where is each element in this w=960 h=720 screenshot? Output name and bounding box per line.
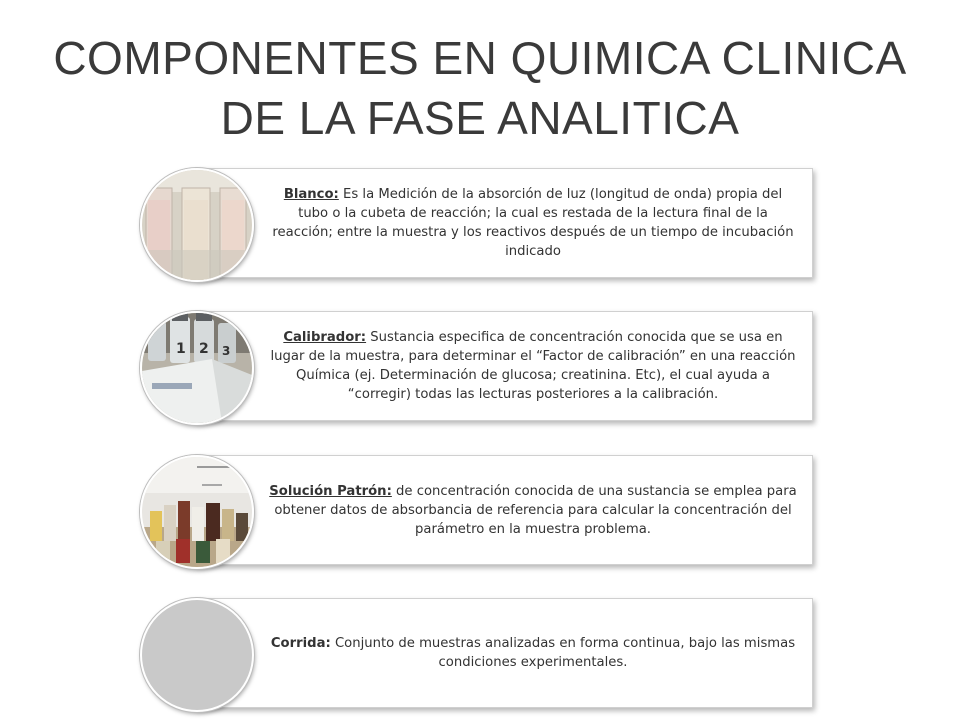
card-text [268, 482, 798, 539]
svg-text:1: 1 [176, 341, 186, 357]
term-label: Solución Patrón: [269, 483, 392, 499]
card-solucion-patron [195, 455, 813, 565]
card-text [268, 634, 798, 672]
svg-text:2: 2 [199, 341, 209, 357]
term-definition: Es la Medición de la absorción de luz (longitud de onda) propia del tubo o la cubeta de reacción; la cual es restada de la lectura final de la reacción; entre la muestra y los reactivos después de un tiempo de incubación indicado [272, 187, 794, 259]
title-line-1: COMPONENTES EN QUIMICA CLINICA [53, 32, 907, 84]
card-corrida [195, 598, 813, 708]
card-text [268, 328, 798, 404]
term-definition: Conjunto de muestras analizadas en forma continua, bajo las mismas condiciones experimentales. [330, 636, 796, 670]
term-label: Corrida: [270, 636, 331, 651]
calibrator-vials-image [140, 311, 254, 425]
slide-title [0, 28, 960, 148]
term-definition: Sustancia especifica de concentración conocida que se usa en lugar de la muestra, para determinar el “Factor de calibración” en una reacción Química (ej. Determinación de glucosa; creatinina. Etc), el cual ayuda a “corregir) todas las lecturas posteriores a la calibración. [270, 330, 796, 402]
title-line-2: DE LA FASE ANALITICA [220, 92, 740, 144]
card-text [268, 185, 798, 261]
term-definition: de concentración conocida de una sustancia se emplea para obtener datos de absorbancia de referencia para calcular la concentración del parámetro en la muestra problema. [274, 483, 797, 537]
cuvettes-image [140, 168, 254, 282]
term-label: Blanco: [283, 187, 339, 202]
card-calibrador [195, 311, 813, 421]
card-blanco [195, 168, 813, 278]
term-label: Calibrador: [283, 330, 367, 345]
svg-text:3: 3 [222, 344, 231, 358]
placeholder-image [140, 598, 254, 712]
reagent-bottles-image [140, 455, 254, 569]
